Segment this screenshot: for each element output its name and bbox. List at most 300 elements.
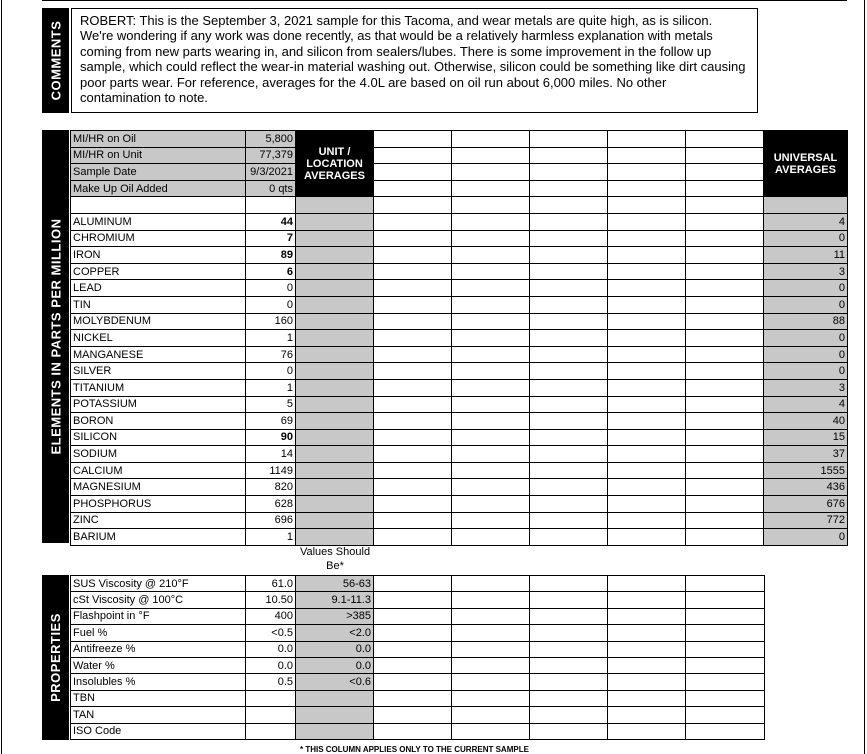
history-cell xyxy=(530,592,608,608)
history-cell xyxy=(452,479,530,496)
unit-avg-cell xyxy=(296,280,374,297)
element-row xyxy=(71,396,848,413)
property-value: 61.0 xyxy=(246,576,296,592)
properties-label-text: PROPERTIES xyxy=(48,613,64,702)
element-value: 90 xyxy=(246,429,296,446)
comments-section-label xyxy=(42,8,69,113)
info-value: 9/3/2021 xyxy=(246,164,296,181)
history-cell xyxy=(608,164,686,181)
universal-avg-value: 4 xyxy=(764,213,848,230)
history-cell xyxy=(530,608,608,624)
history-cell xyxy=(608,213,686,230)
comments-label-text: COMMENTS xyxy=(48,20,63,101)
history-cell xyxy=(452,296,530,313)
element-value: 5 xyxy=(246,396,296,413)
unit-avg-cell xyxy=(296,296,374,313)
property-name: Antifreeze % xyxy=(71,641,246,657)
history-cell xyxy=(686,230,764,247)
history-cell xyxy=(686,707,765,723)
element-row xyxy=(71,346,848,363)
history-cell xyxy=(452,330,530,347)
unit-avg-cell xyxy=(296,313,374,330)
element-row xyxy=(71,313,848,330)
history-cell xyxy=(530,707,608,723)
history-cell xyxy=(452,131,530,148)
history-cell xyxy=(686,379,764,396)
history-cell xyxy=(608,280,686,297)
history-cell xyxy=(530,723,608,739)
element-value: 1149 xyxy=(246,462,296,479)
universal-avg-value: 0 xyxy=(764,346,848,363)
history-cell xyxy=(374,429,452,446)
history-cell xyxy=(452,180,530,197)
history-cell xyxy=(530,479,608,496)
history-cell xyxy=(374,707,452,723)
element-value: 0 xyxy=(246,280,296,297)
unit-avg-cell xyxy=(296,446,374,463)
element-value: 1 xyxy=(246,529,296,546)
property-row xyxy=(71,723,765,739)
history-cell xyxy=(686,280,764,297)
property-row xyxy=(71,641,765,657)
comment-text: ROBERT: This is the September 3, 2021 sample for this Tacoma, and wear metals are quite high, as is silicon. We're wondering if any work was done recently, as that would be a relatively harmless explanation with metals coming from new parts wearing in, and silicon from sealers/lubes. There is some improvement in the follow up sample, which could reflect the wear-in material washing out. Otherwise, silicon could be something like dirt causing poor parts wear. For reference, averages for the 4.0L are based on oil run about 6,000 miles. No other contamination to note. xyxy=(80,13,746,106)
property-name: Water % xyxy=(71,657,246,673)
property-name: Insolubles % xyxy=(71,674,246,690)
spacer-cell xyxy=(71,197,246,214)
history-cell xyxy=(686,164,764,181)
history-cell xyxy=(530,379,608,396)
history-cell xyxy=(608,147,686,164)
values-should-be-header: Values Should Be* xyxy=(299,546,371,572)
history-cell xyxy=(452,576,530,592)
history-cell xyxy=(686,296,764,313)
element-value: 1 xyxy=(246,379,296,396)
element-value: 89 xyxy=(246,247,296,264)
history-cell xyxy=(374,462,452,479)
unit-avg-cell xyxy=(296,379,374,396)
should-be-value: >385 xyxy=(296,608,374,624)
element-name: MOLYBDENUM xyxy=(71,313,246,330)
unit-avg-cell xyxy=(296,330,374,347)
history-cell xyxy=(686,197,764,214)
history-cell xyxy=(686,641,765,657)
elements-table xyxy=(70,130,848,546)
history-cell xyxy=(530,462,608,479)
history-cell xyxy=(530,446,608,463)
info-row xyxy=(71,164,848,181)
footnote: * THIS COLUMN APPLIES ONLY TO THE CURRENT SAMPLE xyxy=(300,745,529,754)
history-cell xyxy=(530,147,608,164)
history-cell xyxy=(530,576,608,592)
history-cell xyxy=(374,529,452,546)
history-cell xyxy=(686,496,764,513)
history-cell xyxy=(452,230,530,247)
history-cell xyxy=(452,446,530,463)
element-name: TITANIUM xyxy=(71,379,246,396)
property-value xyxy=(246,723,296,739)
history-cell xyxy=(374,296,452,313)
history-cell xyxy=(686,592,765,608)
info-label: Make Up Oil Added xyxy=(71,180,246,197)
element-name: MAGNESIUM xyxy=(71,479,246,496)
history-cell xyxy=(530,512,608,529)
history-cell xyxy=(530,197,608,214)
history-cell xyxy=(608,330,686,347)
element-row xyxy=(71,479,848,496)
element-row xyxy=(71,496,848,513)
history-cell xyxy=(608,690,686,706)
history-cell xyxy=(608,512,686,529)
history-cell xyxy=(530,213,608,230)
history-cell xyxy=(530,429,608,446)
universal-avg-value: 88 xyxy=(764,313,848,330)
history-cell xyxy=(374,576,452,592)
element-row xyxy=(71,363,848,380)
history-cell xyxy=(530,346,608,363)
history-cell xyxy=(608,180,686,197)
history-cell xyxy=(452,641,530,657)
history-cell xyxy=(452,707,530,723)
element-row xyxy=(71,446,848,463)
history-cell xyxy=(374,674,452,690)
history-cell xyxy=(452,280,530,297)
history-cell xyxy=(374,496,452,513)
should-be-value: 56-63 xyxy=(296,576,374,592)
history-cell xyxy=(686,625,765,641)
history-cell xyxy=(374,512,452,529)
element-value: 14 xyxy=(246,446,296,463)
info-value: 77,379 xyxy=(246,147,296,164)
unit-avg-cell xyxy=(296,363,374,380)
element-name: IRON xyxy=(71,247,246,264)
element-row xyxy=(71,296,848,313)
info-label: MI/HR on Unit xyxy=(71,147,246,164)
property-row xyxy=(71,625,765,641)
element-name: PHOSPHORUS xyxy=(71,496,246,513)
history-cell xyxy=(374,723,452,739)
universal-avg-value: 676 xyxy=(764,496,848,513)
universal-avg-value: 0 xyxy=(764,230,848,247)
should-be-value xyxy=(296,723,374,739)
element-value: 1 xyxy=(246,330,296,347)
history-cell xyxy=(608,625,686,641)
history-cell xyxy=(686,723,765,739)
history-cell xyxy=(452,164,530,181)
history-cell xyxy=(452,674,530,690)
history-cell xyxy=(608,592,686,608)
element-value: 628 xyxy=(246,496,296,513)
history-cell xyxy=(530,280,608,297)
history-cell xyxy=(452,690,530,706)
property-name: SUS Viscosity @ 210°F xyxy=(71,576,246,592)
history-cell xyxy=(608,230,686,247)
unit-avg-cell xyxy=(296,479,374,496)
history-cell xyxy=(608,529,686,546)
history-cell xyxy=(608,462,686,479)
property-value: 10.50 xyxy=(246,592,296,608)
element-row xyxy=(71,512,848,529)
element-name: ALUMINUM xyxy=(71,213,246,230)
universal-avg-value: 37 xyxy=(764,446,848,463)
history-cell xyxy=(686,462,764,479)
history-cell xyxy=(608,313,686,330)
history-cell xyxy=(530,496,608,513)
history-cell xyxy=(374,657,452,673)
history-cell xyxy=(374,131,452,148)
history-cell xyxy=(452,592,530,608)
info-value: 5,800 xyxy=(246,131,296,148)
unit-avg-cell xyxy=(296,396,374,413)
universal-avg-value: 40 xyxy=(764,413,848,430)
history-cell xyxy=(608,608,686,624)
universal-averages-header: UNIVERSAL AVERAGES xyxy=(764,131,848,197)
history-cell xyxy=(530,641,608,657)
info-label: MI/HR on Oil xyxy=(71,131,246,148)
unit-avg-cell xyxy=(296,346,374,363)
history-cell xyxy=(374,446,452,463)
universal-avg-value: 0 xyxy=(764,363,848,380)
universal-avg-value: 1555 xyxy=(764,462,848,479)
history-cell xyxy=(530,131,608,148)
property-row xyxy=(71,690,765,706)
history-cell xyxy=(452,496,530,513)
elements-section-label xyxy=(42,130,69,543)
history-cell xyxy=(686,529,764,546)
history-cell xyxy=(374,247,452,264)
elements-label-text: ELEMENTS IN PARTS PER MILLION xyxy=(48,218,63,455)
element-row xyxy=(71,213,848,230)
history-cell xyxy=(608,429,686,446)
unit-avg-cell xyxy=(296,496,374,513)
history-cell xyxy=(374,147,452,164)
history-cell xyxy=(452,213,530,230)
history-cell xyxy=(374,230,452,247)
history-cell xyxy=(608,496,686,513)
history-cell xyxy=(686,180,764,197)
history-cell xyxy=(452,413,530,430)
property-name: TBN xyxy=(71,690,246,706)
element-value: 69 xyxy=(246,413,296,430)
property-name: TAN xyxy=(71,707,246,723)
history-cell xyxy=(686,690,765,706)
universal-avg-value: 772 xyxy=(764,512,848,529)
element-name: CHROMIUM xyxy=(71,230,246,247)
history-cell xyxy=(374,641,452,657)
history-cell xyxy=(452,396,530,413)
history-cell xyxy=(686,512,764,529)
history-cell xyxy=(530,396,608,413)
property-value: 0.0 xyxy=(246,657,296,673)
property-value xyxy=(246,690,296,706)
history-cell xyxy=(530,164,608,181)
unit-avg-cell xyxy=(296,213,374,230)
history-cell xyxy=(608,131,686,148)
element-name: COPPER xyxy=(71,263,246,280)
history-cell xyxy=(608,446,686,463)
history-cell xyxy=(452,147,530,164)
info-row xyxy=(71,147,848,164)
history-cell xyxy=(530,363,608,380)
history-cell xyxy=(452,657,530,673)
history-cell xyxy=(608,396,686,413)
history-cell xyxy=(374,379,452,396)
unit-avg-cell xyxy=(296,263,374,280)
history-cell xyxy=(686,147,764,164)
universal-avg-value: 0 xyxy=(764,280,848,297)
should-be-value: 9.1-11.3 xyxy=(296,592,374,608)
element-value: 7 xyxy=(246,230,296,247)
info-row xyxy=(71,131,848,148)
history-cell xyxy=(452,313,530,330)
history-cell xyxy=(608,479,686,496)
should-be-value: 0.0 xyxy=(296,657,374,673)
history-cell xyxy=(608,723,686,739)
element-name: ZINC xyxy=(71,512,246,529)
unit-avg-cell xyxy=(296,247,374,264)
unit-avg-cell xyxy=(296,413,374,430)
universal-avg-value: 0 xyxy=(764,296,848,313)
history-cell xyxy=(608,576,686,592)
history-cell xyxy=(530,529,608,546)
spacer-row xyxy=(71,197,848,214)
unit-avg-cell xyxy=(296,230,374,247)
universal-avg-value: 436 xyxy=(764,479,848,496)
history-cell xyxy=(530,180,608,197)
history-cell xyxy=(374,592,452,608)
history-cell xyxy=(374,263,452,280)
history-cell xyxy=(374,180,452,197)
history-cell xyxy=(374,413,452,430)
element-name: TIN xyxy=(71,296,246,313)
universal-avg-value: 3 xyxy=(764,263,848,280)
history-cell xyxy=(530,625,608,641)
history-cell xyxy=(530,263,608,280)
unit-averages-header: UNIT / LOCATION AVERAGES xyxy=(296,131,374,197)
history-cell xyxy=(686,674,765,690)
element-name: SILICON xyxy=(71,429,246,446)
element-name: SODIUM xyxy=(71,446,246,463)
history-cell xyxy=(530,230,608,247)
history-cell xyxy=(374,280,452,297)
info-label: Sample Date xyxy=(71,164,246,181)
property-row xyxy=(71,674,765,690)
unit-avg-cell xyxy=(296,197,374,214)
element-value: 0 xyxy=(246,296,296,313)
should-be-value: <2.0 xyxy=(296,625,374,641)
history-cell xyxy=(686,247,764,264)
should-be-value: 0.0 xyxy=(296,641,374,657)
history-cell xyxy=(530,247,608,264)
history-cell xyxy=(686,413,764,430)
universal-avg-value: 3 xyxy=(764,379,848,396)
properties-table xyxy=(70,575,765,740)
property-row xyxy=(71,576,765,592)
universal-avg-value: 0 xyxy=(764,529,848,546)
element-row xyxy=(71,529,848,546)
history-cell xyxy=(608,641,686,657)
element-row xyxy=(71,462,848,479)
history-cell xyxy=(452,462,530,479)
history-cell xyxy=(608,707,686,723)
history-cell xyxy=(374,625,452,641)
history-cell xyxy=(374,690,452,706)
property-value: 0.0 xyxy=(246,641,296,657)
property-row xyxy=(71,592,765,608)
history-cell xyxy=(686,363,764,380)
element-row xyxy=(71,330,848,347)
unit-avg-cell xyxy=(296,462,374,479)
history-cell xyxy=(452,197,530,214)
property-value xyxy=(246,707,296,723)
history-cell xyxy=(686,213,764,230)
info-value: 0 qts xyxy=(246,180,296,197)
element-name: POTASSIUM xyxy=(71,396,246,413)
history-cell xyxy=(452,247,530,264)
history-cell xyxy=(374,363,452,380)
property-name: Fuel % xyxy=(71,625,246,641)
history-cell xyxy=(608,247,686,264)
element-row xyxy=(71,247,848,264)
history-cell xyxy=(530,330,608,347)
unit-avg-cell xyxy=(296,429,374,446)
history-cell xyxy=(686,446,764,463)
history-cell xyxy=(452,429,530,446)
history-cell xyxy=(452,263,530,280)
history-cell xyxy=(608,197,686,214)
property-row xyxy=(71,657,765,673)
history-cell xyxy=(452,723,530,739)
properties-section-label xyxy=(42,575,69,740)
history-cell xyxy=(686,313,764,330)
history-cell xyxy=(530,690,608,706)
element-value: 44 xyxy=(246,213,296,230)
element-value: 160 xyxy=(246,313,296,330)
unit-avg-cell xyxy=(296,512,374,529)
history-cell xyxy=(374,479,452,496)
history-cell xyxy=(452,363,530,380)
history-cell xyxy=(608,657,686,673)
history-cell xyxy=(608,363,686,380)
property-value: 400 xyxy=(246,608,296,624)
element-name: BARIUM xyxy=(71,529,246,546)
property-name: Flashpoint in °F xyxy=(71,608,246,624)
history-cell xyxy=(608,263,686,280)
top-rule xyxy=(42,0,847,1)
history-cell xyxy=(608,296,686,313)
should-be-value xyxy=(296,707,374,723)
history-cell xyxy=(530,313,608,330)
history-cell xyxy=(686,657,765,673)
history-cell xyxy=(686,429,764,446)
spacer-cell xyxy=(246,197,296,214)
history-cell xyxy=(374,608,452,624)
element-row xyxy=(71,280,848,297)
history-cell xyxy=(374,313,452,330)
history-cell xyxy=(686,330,764,347)
element-value: 6 xyxy=(246,263,296,280)
history-cell xyxy=(608,379,686,396)
history-cell xyxy=(686,479,764,496)
element-row xyxy=(71,429,848,446)
element-row xyxy=(71,230,848,247)
history-cell xyxy=(374,164,452,181)
history-cell xyxy=(452,625,530,641)
universal-avg-value: 11 xyxy=(764,247,848,264)
property-row xyxy=(71,707,765,723)
universal-avg-cell xyxy=(764,197,848,214)
comments-box xyxy=(71,8,758,113)
element-row xyxy=(71,379,848,396)
